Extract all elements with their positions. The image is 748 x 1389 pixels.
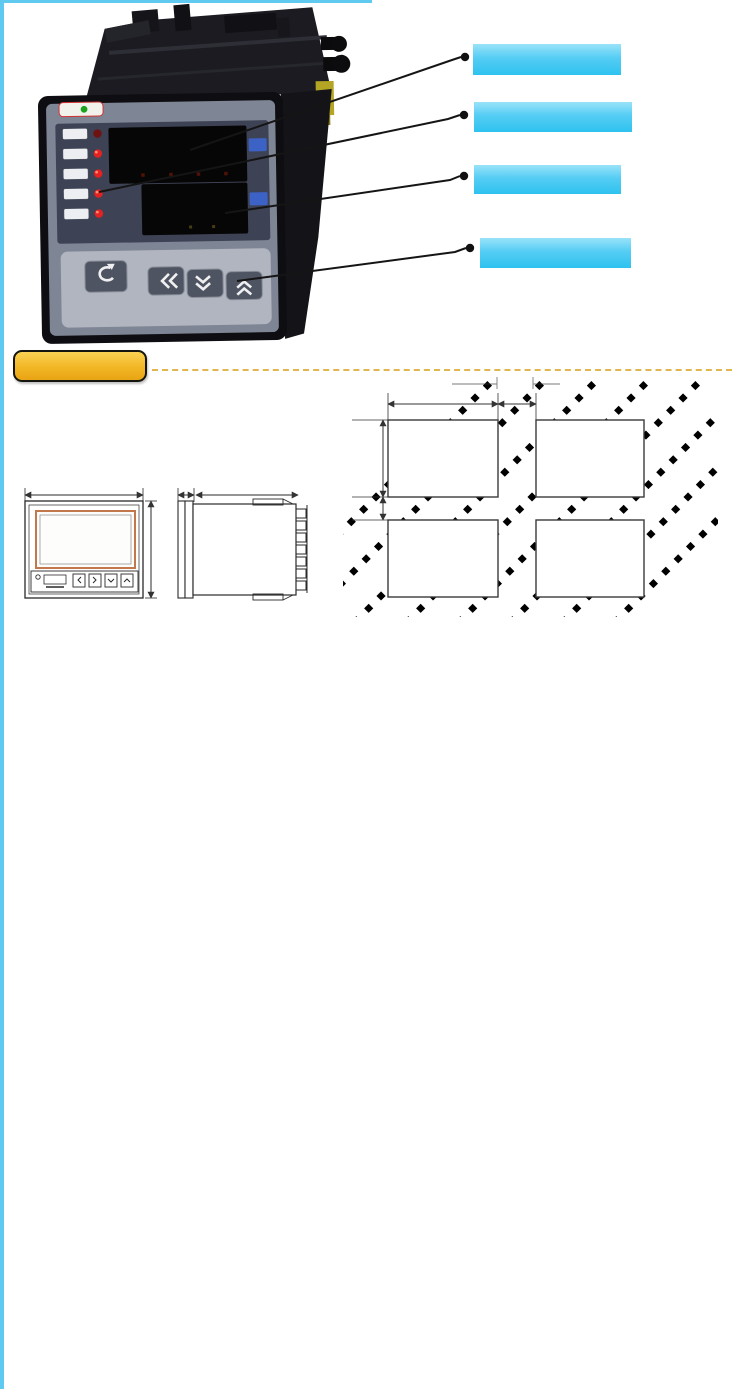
keypad — [61, 248, 272, 328]
pv-display — [108, 125, 267, 184]
callout-keyboard — [480, 238, 631, 268]
cutout-hole — [536, 520, 644, 597]
cutout-drawing — [250, 377, 748, 623]
ordering-code-section — [340, 625, 745, 1287]
move-button[interactable] — [148, 267, 184, 296]
side-view-drawing — [178, 488, 307, 600]
callout-pv-desc — [477, 80, 479, 97]
panel-hatch — [250, 379, 748, 623]
device-photo-figure — [0, 0, 748, 362]
case-side — [281, 89, 336, 339]
callout-keyboard-desc — [477, 283, 714, 302]
callout-pv-display — [473, 44, 621, 75]
up-button[interactable] — [226, 271, 262, 300]
callout-output-desc — [477, 142, 479, 159]
installation-drawings — [0, 375, 748, 640]
callout-sv-display — [474, 165, 621, 194]
front-view-drawing — [25, 488, 157, 598]
cutout-hole — [388, 420, 498, 497]
callout-output-light — [474, 102, 632, 132]
brand-logo — [59, 102, 103, 117]
ordering-tree — [340, 625, 550, 1287]
callout-sv-desc — [484, 204, 486, 221]
cutout-hole — [536, 420, 644, 497]
section-divider — [152, 369, 732, 371]
down-button[interactable] — [187, 269, 223, 298]
para-button[interactable] — [85, 261, 128, 293]
cutout-hole — [388, 520, 498, 597]
